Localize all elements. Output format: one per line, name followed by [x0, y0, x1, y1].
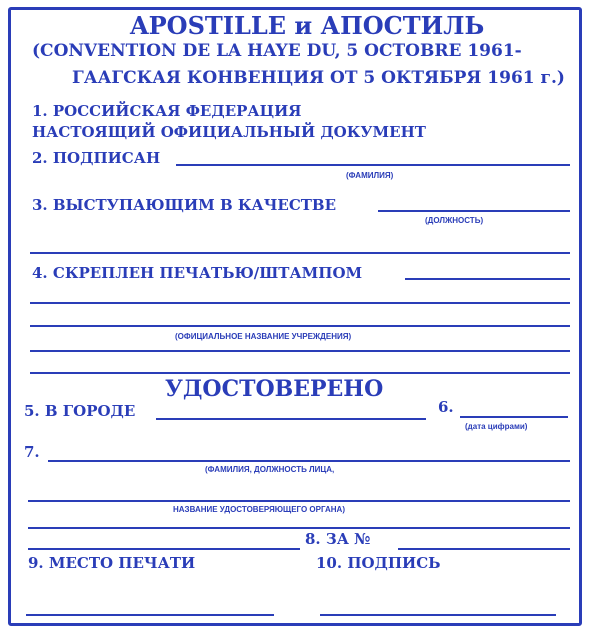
title: APOSTILLE и АПОСТИЛЬ [130, 11, 485, 40]
field-5-label: 5. В ГОРОДЕ [24, 402, 136, 420]
apostille-stamp-border [8, 7, 582, 626]
field-6-hint: (дата цифрами) [465, 422, 528, 431]
field-7-line-2 [28, 500, 570, 502]
field-4-seal-line [405, 278, 570, 280]
field-4-line-4 [30, 350, 570, 352]
field-5-city-line [156, 418, 426, 420]
field-9-label: 9. МЕСТО ПЕЧАТИ [28, 554, 196, 572]
document-statement: НАСТОЯЩИЙ ОФИЦИАЛЬНЫЙ ДОКУМЕНТ [32, 123, 426, 141]
field-10-label: 10. ПОДПИСЬ [316, 554, 441, 572]
field-3-label: 3. ВЫСТУПАЮЩИМ В КАЧЕСТВЕ [32, 196, 337, 214]
field-6-label: 6. [438, 398, 454, 416]
subtitle-line-1: (CONVENTION DE LA HAYE DU, 5 OCTOBRE 1961- [32, 41, 522, 61]
field-2-label: 2. ПОДПИСАН [32, 149, 161, 167]
field-3-extra-line [30, 252, 570, 254]
field-4-label: 4. СКРЕПЛЕН ПЕЧАТЬЮ/ШТАМПОМ [32, 264, 363, 282]
field-8-label: 8. ЗА № [305, 530, 371, 548]
field-7-hint: (ФАМИЛИЯ, ДОЛЖНОСТЬ ЛИЦА, [205, 465, 335, 474]
field-3-hint: (ДОЛЖНОСТЬ) [425, 216, 484, 225]
field-4-line-5 [30, 372, 570, 374]
field-2-hint: (ФАМИЛИЯ) [346, 171, 394, 180]
field-7-hint-2: НАЗВАНИЕ УДОСТОВЕРЯЮЩЕГО ОРГАНА) [173, 505, 345, 514]
certified-heading: УДОСТОВЕРЕНО [165, 376, 384, 402]
field-8-left-line [28, 548, 300, 550]
field-7-line-1 [48, 460, 570, 462]
field-4-line-3 [30, 325, 570, 327]
field-3-capacity-line [378, 210, 570, 212]
field-7-line-3 [28, 527, 570, 529]
field-6-date-line [460, 416, 568, 418]
field-7-label: 7. [24, 443, 40, 461]
field-10-signature-line [320, 614, 556, 616]
field-4-hint: (ОФИЦИАЛЬНОЕ НАЗВАНИЕ УЧРЕЖДЕНИЯ) [175, 332, 352, 341]
field-1-country: 1. РОССИЙСКАЯ ФЕДЕРАЦИЯ [32, 102, 302, 120]
field-4-line-2 [30, 302, 570, 304]
field-8-number-line [398, 548, 570, 550]
subtitle-line-2: ГААГСКАЯ КОНВЕНЦИЯ ОТ 5 ОКТЯБРЯ 1961 г.) [72, 68, 565, 88]
field-2-signed-by-line [176, 164, 570, 166]
field-9-seal-line [26, 614, 274, 616]
